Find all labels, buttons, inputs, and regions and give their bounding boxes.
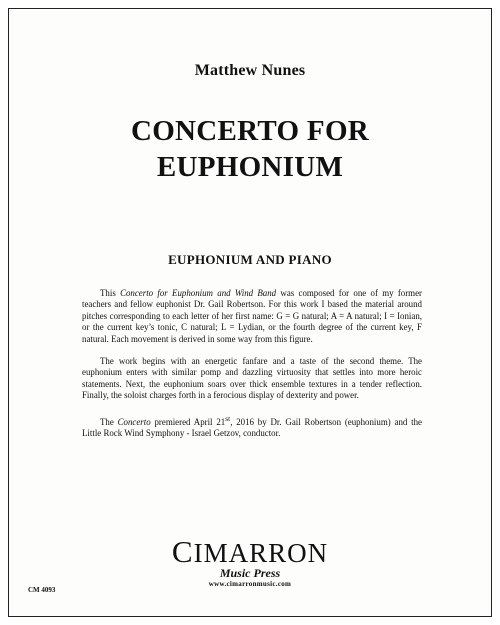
publisher-name-initial: C <box>171 534 194 569</box>
publisher-name-rest: IMARRON <box>193 538 329 568</box>
notes-p1-rest: was composed for one of my former teachers and fellow euphonist Dr. Gail Robertson. For this work I based the material around pitches corresponding to each letter of her first name: G = G natural; A = A natural; I = Ionian, or the current key’s tonic, C natural; L = Lydian, or the fourth degree of the current key, F natural. Each movement is derived in some way from this figure. <box>82 288 422 344</box>
notes-paragraph-2: The work begins with an energetic fanfare and a taste of the second theme. The euphonium enters with similar pomp and dazzling virtuosity that settles into more heroic statements. Next, the euphonium soars over thick ensemble textures in a tender reflection. Finally, the soloist charges forth in a ferocious display of dexterity and power. <box>82 356 422 401</box>
title-line-1: CONCERTO FOR <box>130 115 370 147</box>
catalog-number: CM 4093 <box>28 586 56 594</box>
notes-p3-ordinal: st <box>225 413 231 423</box>
notes-p1-start: This <box>100 288 121 298</box>
program-notes <box>82 288 422 450</box>
publisher-url: www.cimarronmusic.com <box>208 580 292 588</box>
title-line-2: EUPHONIUM <box>156 151 344 183</box>
instrumentation: EUPHONIUM AND PIANO <box>168 252 332 267</box>
notes-p3-work-title: Concerto <box>117 416 151 427</box>
notes-p1-work-title: Concerto for Euphonium and Wind Band <box>120 288 277 298</box>
publisher-subtitle: Music Press <box>219 566 281 580</box>
composer-name: Matthew Nunes <box>194 62 306 79</box>
publisher-logo <box>0 534 500 589</box>
page-title <box>0 113 500 185</box>
notes-p3-premiered: premiered April 21 <box>150 416 226 427</box>
notes-p3-rest: , 2016 by Dr. Gail Robertson (euphonium) and the Little Rock Wind Symphony - Israel Getzov, conductor. <box>82 416 422 439</box>
notes-paragraph-1 <box>82 288 422 345</box>
notes-paragraph-3 <box>82 413 422 440</box>
notes-p3-start: The <box>100 416 118 427</box>
publisher-name <box>0 534 500 569</box>
